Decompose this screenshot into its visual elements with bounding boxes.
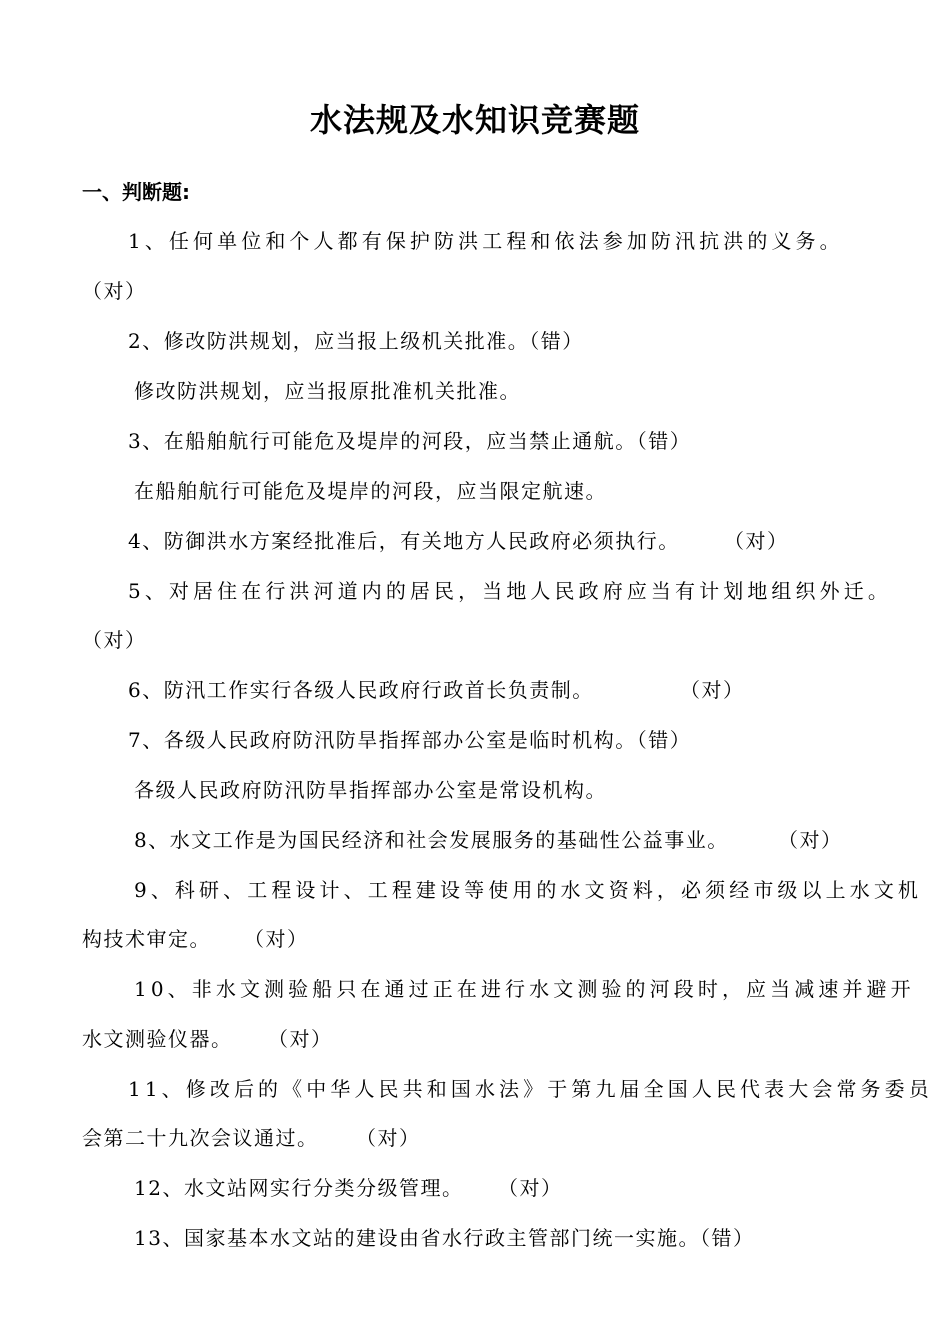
answer-mark: （对） [680, 678, 745, 702]
question-7-correction [0, 773, 950, 807]
document-title: 水法规及水知识竞赛题 [309, 101, 640, 139]
question-3 [0, 424, 950, 458]
question-text: 7、各级人民政府防汛防旱指挥部办公室是临时机构。（错） [128, 728, 692, 752]
question-5 [0, 574, 950, 608]
question-text: 10、非水文测验船只在通过正在进行水文测验的河段时，应当减速并避开 [134, 977, 915, 1001]
correction-text: 修改防洪规划，应当报原批准机关批准。 [134, 379, 521, 403]
question-2-correction [0, 374, 950, 408]
answer-mark: （对） [498, 1176, 563, 1200]
answer-mark: （对） [356, 1126, 421, 1150]
answer-mark: （对） [82, 628, 147, 652]
question-text: 会第二十九次会议通过。 [82, 1126, 319, 1150]
question-9-continuation [0, 922, 950, 956]
question-11 [0, 1072, 950, 1106]
answer-mark: （对） [268, 1027, 333, 1051]
question-text: 水文测验仪器。 [82, 1027, 233, 1051]
question-4 [0, 524, 950, 558]
answer-mark: （对） [724, 529, 789, 553]
question-text: 6、防汛工作实行各级人民政府行政首长负责制。 [128, 678, 594, 702]
question-text: 4、防御洪水方案经批准后，有关地方人民政府必须执行。 [128, 529, 680, 553]
question-5-answer-line [0, 623, 950, 657]
answer-mark: （对） [82, 279, 147, 303]
question-text: 1、任何单位和个人都有保护防洪工程和依法参加防汛抗洪的义务。 [128, 229, 844, 253]
question-text: 5、对居住在行洪河道内的居民，当地人民政府应当有计划地组织外迁。 [128, 579, 892, 603]
question-3-correction [0, 474, 950, 508]
question-10-continuation [0, 1022, 950, 1056]
answer-mark: （对） [778, 828, 843, 852]
question-6 [0, 673, 950, 707]
correction-text: 各级人民政府防汛防旱指挥部办公室是常设机构。 [134, 778, 607, 802]
question-13 [0, 1221, 950, 1255]
answer-mark: （对） [244, 927, 309, 951]
question-7 [0, 723, 950, 757]
section-heading: 一、判断题: [82, 180, 190, 204]
question-text: 2、修改防洪规划，应当报上级机关批准。（错） [128, 329, 584, 353]
question-11-continuation [0, 1121, 950, 1155]
question-10 [0, 972, 950, 1006]
question-1-answer-line [0, 274, 950, 308]
question-1 [0, 224, 950, 258]
question-text: 3、在船舶航行可能危及堤岸的河段，应当禁止通航。（错） [128, 429, 692, 453]
question-text: 13、国家基本水文站的建设由省水行政主管部门统一实施。（错） [134, 1226, 755, 1250]
question-9 [0, 873, 950, 907]
question-text: 9、科研、工程设计、工程建设等使用的水文资料，必须经市级以上水文机 [134, 878, 923, 902]
correction-text: 在船舶航行可能危及堤岸的河段，应当限定航速。 [134, 479, 607, 503]
question-text: 8、水文工作是为国民经济和社会发展服务的基础性公益事业。 [134, 828, 729, 852]
question-text: 11、修改后的《中华人民共和国水法》于第九届全国人民代表大会常务委员 [128, 1077, 933, 1101]
question-text: 12、水文站网实行分类分级管理。 [134, 1176, 464, 1200]
question-text: 构技术审定。 [82, 927, 211, 951]
question-12 [0, 1171, 950, 1205]
question-2 [0, 324, 950, 358]
question-8 [0, 823, 950, 857]
